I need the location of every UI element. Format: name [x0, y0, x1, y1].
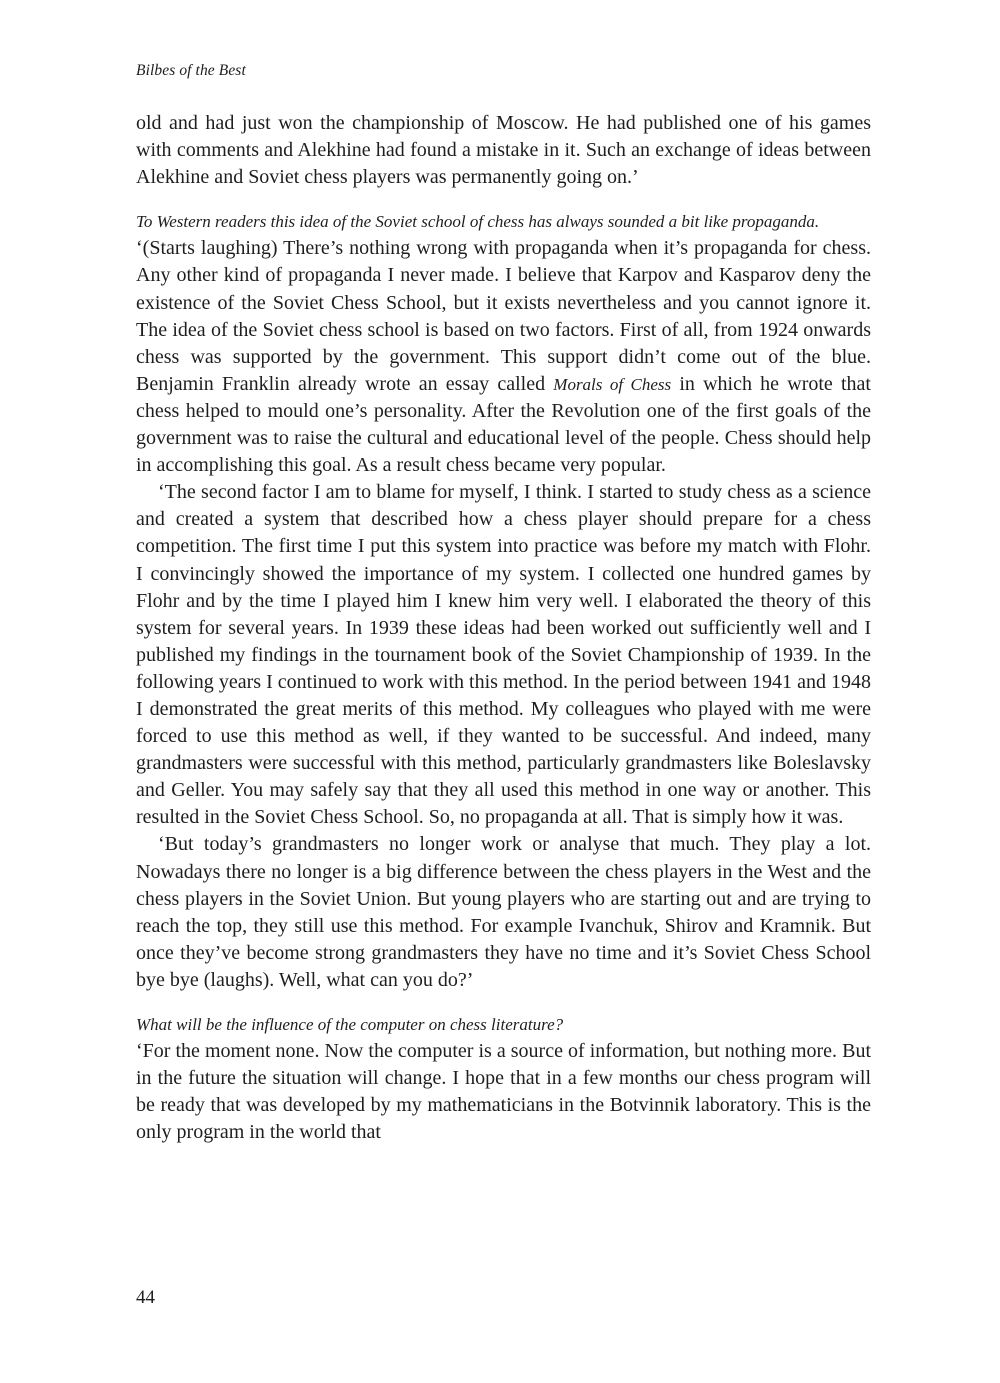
- paragraph-2: [136, 235, 871, 479]
- paragraph-3: ‘The second factor I am to blame for myself, I think. I started to study chess as a science and created a system that described how a chess player should prepare for a chess competition. The first time I put this system into practice was before my match with Flohr. I convincingly showed the importance of my system. I collected one hundred games by Flohr and by the time I played him I knew him very well. I elaborated the theory of this system for several years. In 1939 these ideas had been worked out sufficiently well and I published my findings in the tournament book of the Soviet Championship of 1939. In the following years I continued to work with this method. In the period between 1941 and 1948 I demonstrated the great merits of this method. My colleagues who played with me were forced to use this method as well, if they wanted to be successful. And indeed, many grandmasters were successful with this method, particularly grandmasters like Boleslavsky and Geller. You may safely say that they all used this method in one way or another. This resulted in the Soviet Chess School. So, no propaganda at all. That is simply how it was.: [136, 481, 871, 829]
- paragraph-5: ‘For the moment none. Now the computer is a source of information, but nothing more. But in the future the situation will change. I hope that in a few months our chess program will be ready that was developed by my mathematicians in the Botvinnik laboratory. This is the only program in the world that: [136, 1040, 871, 1144]
- interview-question-1: To Western readers this idea of the Soviet school of chess has always sounded a bit like propaganda.: [136, 212, 820, 232]
- paragraph-4: ‘But today’s grandmasters no longer work or analyse that much. They play a lot. Nowadays there no longer is a big difference between the chess players in the West and the chess players in the Soviet Union. But young players who are starting out and are trying to reach the top, they still use this method. For example Ivanchuk, Shirov and Kramnik. But once they’ve become strong grandmasters they have no time and it’s Soviet Chess School bye bye (laughs). Well, what can you do?’: [136, 833, 871, 991]
- paragraph-2-text-b: in which he wrote that chess helped to mould one’s personality. After the Revolution one of the first goals of the government was to raise the cultural and educational level of the people. Chess should help in accomplishing this goal. As a result chess became very popular.: [136, 372, 871, 477]
- paragraph-2-text-a: ‘(Starts laughing) There’s nothing wrong with propaganda when it’s propaganda for chess. Any other kind of propaganda I never made. I believe that Karpov and Kasparov deny the existence of the Soviet Chess School, but it exists nevertheless and you cannot ignore it. The idea of the Soviet chess school is based on two factors. First of all, from 1924 onwards chess was supported by the government. This support didn’t come out of the blue. Benjamin Franklin already wrote an essay called: [136, 237, 871, 395]
- running-head-title: Bilbes of the Best: [136, 62, 246, 79]
- book-title-morals-of-chess: Morals of Chess: [553, 374, 672, 394]
- body-text: [136, 110, 871, 1146]
- page-number: 44: [136, 1287, 155, 1308]
- interview-question-2: What will be the influence of the computer on chess literature?: [136, 1015, 564, 1034]
- paragraph-1: old and had just won the championship of Moscow. He had published one of his games with comments and Alekhine had found a mistake in it. Such an exchange of ideas between Alekhine and Soviet chess players was permanently going on.’: [136, 112, 871, 189]
